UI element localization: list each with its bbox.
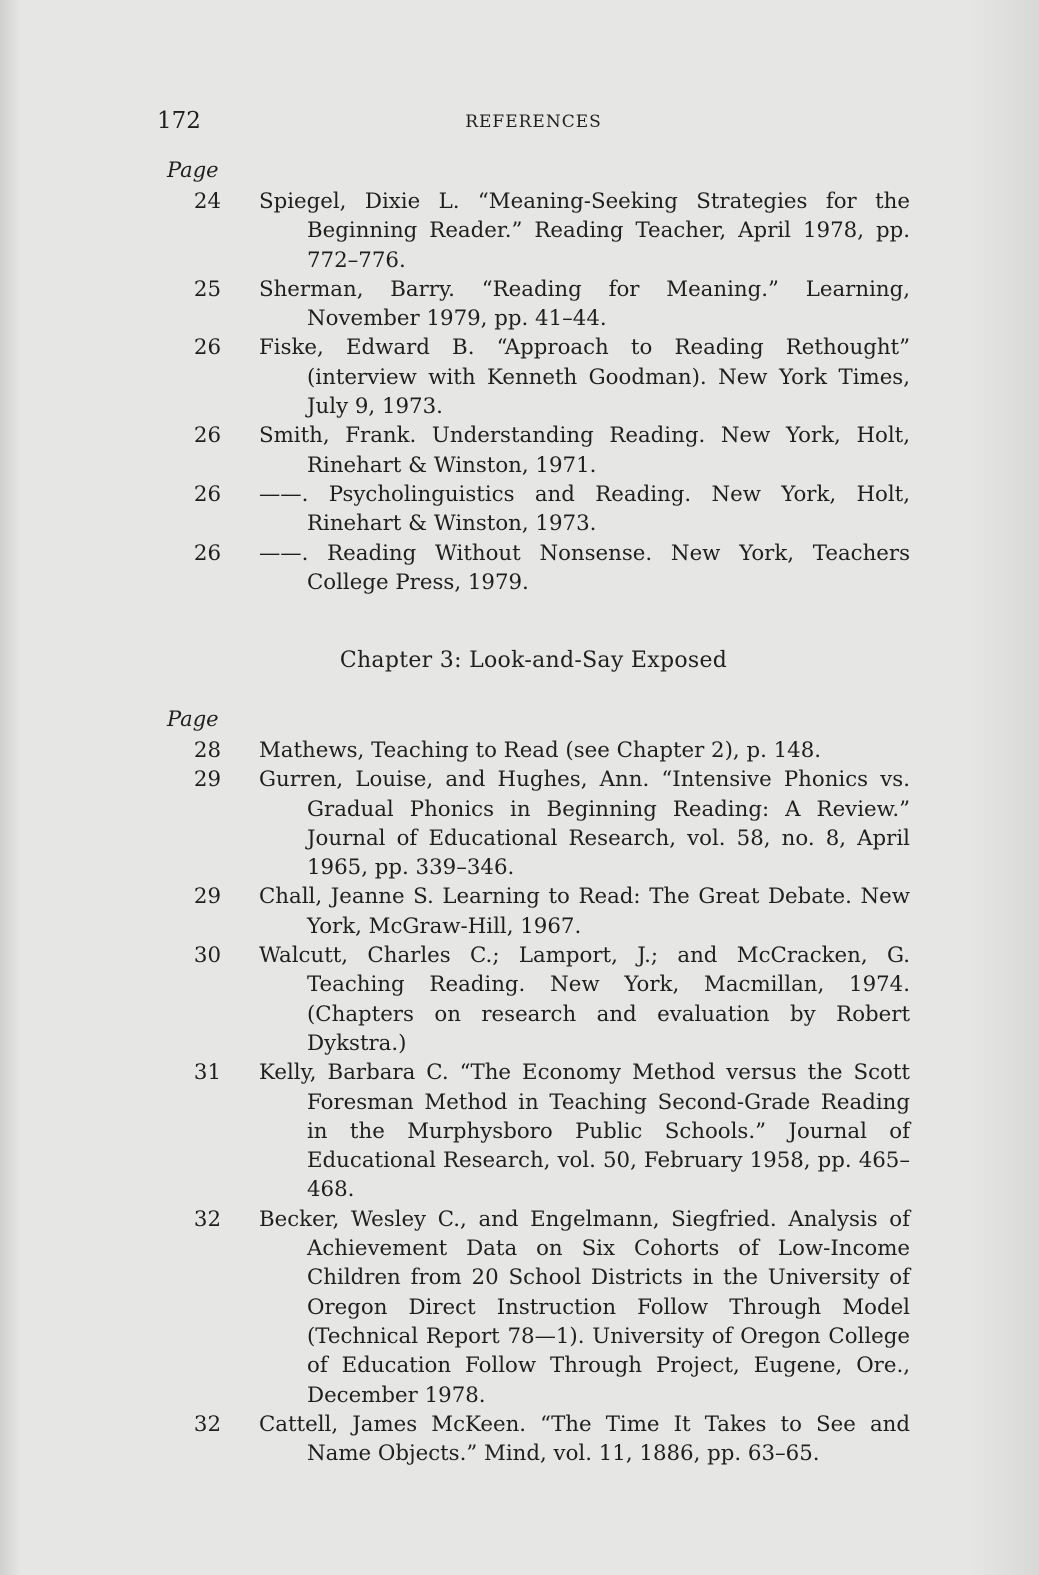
reference-entry [157, 539, 910, 598]
reference-text: Chall, Jeanne S. Learning to Read: The Great Debate. New York, McGraw-Hill, 1967. [259, 884, 910, 939]
reference-text: Spiegel, Dixie L. “Meaning-Seeking Strategies for the Beginning Reader.” Reading Teacher, April 1978, pp. 772–776. [259, 189, 910, 273]
reference-entry [157, 187, 910, 275]
reference-entry [157, 1410, 910, 1469]
reference-text: Gurren, Louise, and Hughes, Ann. “Intensive Phonics vs. Gradual Phonics in Beginning Reading: A Review.” Journal of Educational Research, vol. 58, no. 8, April 1965, pp. 339–346. [259, 767, 910, 881]
reference-entry [157, 333, 910, 421]
reference-entry [157, 1058, 910, 1204]
reference-text: Becker, Wesley C., and Engelmann, Siegfried. Analysis of Achievement Data on Six Cohorts of Low-Income Children from 20 School Districts in the University of Oregon Direct Instruction Follow Through Model (Technical Report 78—1). University of Oregon College of Education Follow Through Project, Eugene, Ore., December 1978. [259, 1206, 910, 1408]
reference-entry [157, 882, 910, 941]
reference-page-number: 26 [193, 540, 221, 566]
reference-page-number: 29 [193, 884, 221, 910]
reference-entry [157, 941, 910, 1058]
page-column-label: Page [167, 158, 219, 182]
reference-entry [157, 480, 910, 539]
reference-text: ——. Psycholinguistics and Reading. New York, Holt, Rinehart & Winston, 1973. [259, 481, 910, 537]
reference-text: Sherman, Barry. “Reading for Meaning.” Learning, November 1979, pp. 41–44. [259, 276, 910, 332]
reference-entry [157, 275, 910, 334]
reference-entry [157, 421, 910, 480]
page-gutter-shadow [0, 0, 20, 1575]
reference-text: ——. Reading Without Nonsense. New York, Teachers College Press, 1979. [259, 540, 910, 595]
reference-entry [157, 736, 910, 765]
reference-page-number: 30 [193, 943, 221, 969]
reference-page-number: 32 [193, 1411, 221, 1437]
reference-text: Kelly, Barbara C. “The Economy Method versus the Scott Foresman Method in Teaching Second-Grade Reading in the Murphysboro Public Schools.” Journal of Educational Research, vol. 50, February 1958, pp. 465–468. [259, 1060, 910, 1203]
reference-text: Cattell, James McKeen. “The Time It Takes to See and Name Objects.” Mind, vol. 11, 1886, pp. 63–65. [259, 1411, 910, 1467]
page-column-label: Page [167, 707, 219, 731]
reference-page-number: 25 [193, 276, 221, 302]
reference-page-number: 28 [193, 738, 221, 763]
reference-page-number: 31 [193, 1060, 221, 1086]
reference-text: Walcutt, Charles C.; Lamport, J.; and McCracken, G. Teaching Reading. New York, Macmillan, 1974. (Chapters on research and evaluation by Robert Dykstra.) [259, 943, 910, 1056]
reference-page-number: 26 [193, 423, 221, 449]
reference-text: Smith, Frank. Understanding Reading. New York, Holt, Rinehart & Winston, 1971. [259, 423, 910, 478]
running-head-title: REFERENCES [465, 112, 602, 132]
running-head [157, 108, 910, 138]
reference-page-number: 32 [193, 1206, 221, 1232]
reference-text: Fiske, Edward B. “Approach to Reading Rethought” (interview with Kenneth Goodman). New York Times, July 9, 1973. [259, 335, 910, 420]
reference-page-number: 26 [193, 481, 221, 507]
page-edge-shadow [969, 0, 1039, 1575]
reference-page-number: 24 [193, 189, 221, 214]
reference-page-number: 26 [193, 335, 221, 361]
reference-entry [157, 1205, 910, 1410]
reference-list-chapter-2 [157, 187, 910, 597]
reference-list-chapter-3 [157, 736, 910, 1468]
page-number: 172 [157, 108, 201, 134]
chapter-title: Chapter 3: Look-and-Say Exposed [339, 648, 728, 673]
reference-text: Mathews, Teaching to Read (see Chapter 2), p. 148. [259, 738, 822, 763]
reference-entry [157, 765, 910, 882]
reference-page-number: 29 [193, 767, 221, 793]
